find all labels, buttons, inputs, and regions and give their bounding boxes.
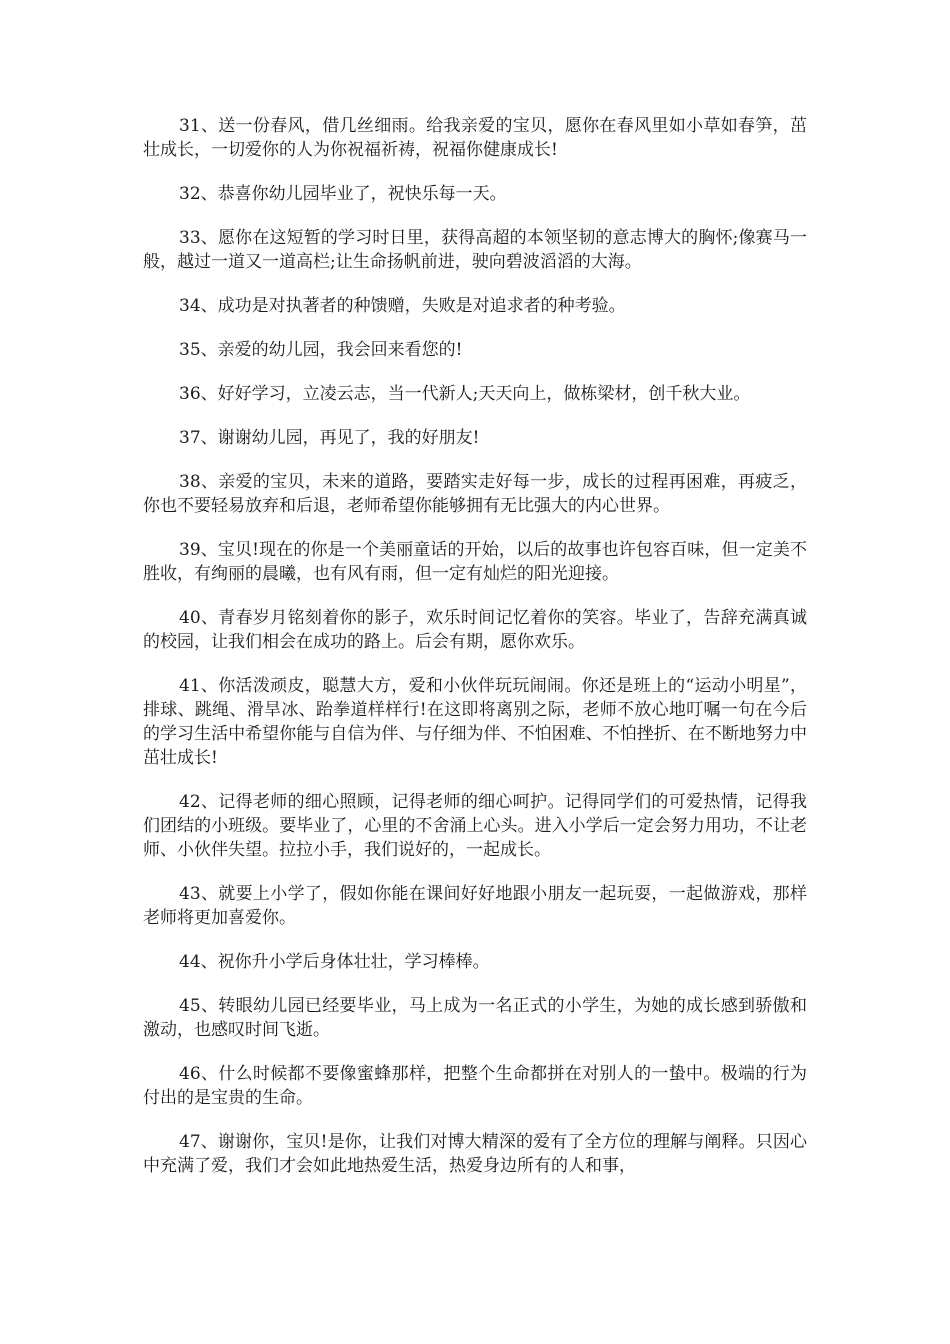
- paragraph-36: 36、好好学习，立凌云志，当一代新人;天天向上，做栋梁材，创千秋大业。: [179, 384, 751, 404]
- paragraph-43: 43、就要上小学了，假如你能在课间好好地跟小朋友一起玩耍，一起做游戏，那样老师将更加喜爱你。: [143, 884, 807, 928]
- paragraph-35: 35、亲爱的幼儿园，我会回来看您的!: [179, 340, 463, 360]
- paragraph-34: 34、成功是对执著者的种馈赠，失败是对追求者的种考验。: [179, 296, 626, 316]
- paragraph-31: 31、送一份春风，借几丝细雨。给我亲爱的宝贝，愿你在春风里如小草如春笋，茁壮成长，一切爱你的人为你祝福祈祷，祝福你健康成长!: [143, 116, 807, 160]
- paragraph-38: 38、亲爱的宝贝，未来的道路，要踏实走好每一步，成长的过程再困难，再疲乏，你也不要轻易放弃和后退，老师希望你能够拥有无比强大的内心世界。: [143, 472, 807, 516]
- paragraph-45: 45、转眼幼儿园已经要毕业，马上成为一名正式的小学生，为她的成长感到骄傲和激动，也感叹时间飞逝。: [143, 996, 807, 1040]
- paragraph-46: 46、什么时候都不要像蜜蜂那样，把整个生命都拼在对别人的一蛰中。极端的行为付出的是宝贵的生命。: [143, 1064, 807, 1108]
- paragraph-40: 40、青春岁月铭刻着你的影子，欢乐时间记忆着你的笑容。毕业了，告辞充满真诚的校园，让我们相会在成功的路上。后会有期，愿你欢乐。: [143, 608, 807, 652]
- paragraph-33: 33、愿你在这短暂的学习时日里，获得高超的本领坚韧的意志博大的胸怀;像赛马一般，越过一道又一道高栏;让生命扬帆前进，驶向碧波滔滔的大海。: [143, 228, 807, 272]
- paragraph-44: 44、祝你升小学后身体壮壮，学习棒棒。: [179, 952, 490, 972]
- paragraph-41: 41、你活泼顽皮，聪慧大方，爱和小伙伴玩玩闹闹。你还是班上的“运动小明星”，排球、跳绳、滑旱冰、跆拳道样样行!在这即将离别之际，老师不放心地叮嘱一句在今后的学习生活中希望你能与自信为伴、与仔细为伴、不怕困难、不怕挫折、在不断地努力中茁壮成长!: [143, 676, 807, 768]
- paragraph-47: 47、谢谢你，宝贝!是你，让我们对博大精深的爱有了全方位的理解与阐释。只因心中充满了爱，我们才会如此地热爱生活，热爱身边所有的人和事，: [143, 1132, 807, 1176]
- document-body: [143, 114, 807, 1198]
- paragraph-39: 39、宝贝!现在的你是一个美丽童话的开始，以后的故事也许包容百味，但一定美不胜收，有绚丽的晨曦，也有风有雨，但一定有灿烂的阳光迎接。: [143, 540, 807, 584]
- paragraph-37: 37、谢谢幼儿园，再见了，我的好朋友!: [179, 428, 480, 448]
- paragraph-42: 42、记得老师的细心照顾，记得老师的细心呵护。记得同学们的可爱热情，记得我们团结的小班级。要毕业了，心里的不舍涌上心头。进入小学后一定会努力用功，不让老师、小伙伴失望。拉拉小手，我们说好的，一起成长。: [143, 792, 807, 860]
- paragraph-32: 32、恭喜你幼儿园毕业了，祝快乐每一天。: [179, 184, 507, 204]
